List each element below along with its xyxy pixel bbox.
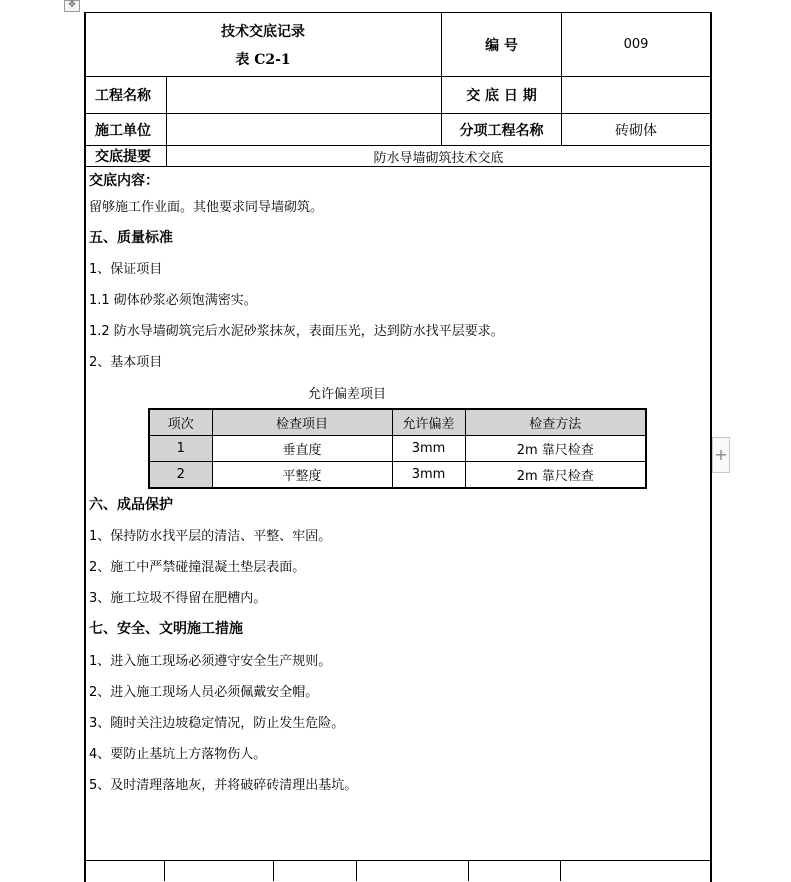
deviation-cell-method[interactable]: 2m 靠尺检查 bbox=[465, 462, 646, 489]
section6-title: 六、成品保护 bbox=[89, 497, 173, 513]
document-title: 技术交底记录 bbox=[221, 23, 305, 40]
signature-divider bbox=[468, 861, 469, 881]
deviation-cell-method[interactable]: 2m 靠尺检查 bbox=[465, 436, 646, 462]
document-title-cell bbox=[85, 13, 442, 77]
deviation-table-header-row bbox=[149, 409, 646, 436]
table-caption: 允许偏差项目 bbox=[307, 387, 386, 402]
plus-icon: + bbox=[714, 445, 728, 464]
section7-title: 七、安全、文明施工措施 bbox=[89, 621, 243, 637]
move-icon: ✥ bbox=[68, 0, 76, 10]
signature-row bbox=[84, 860, 710, 881]
project-name-label: 工程名称 bbox=[85, 77, 167, 114]
number-value[interactable]: 009 bbox=[562, 13, 711, 77]
s5-item1-2: 1.2 防水导墙砌筑完后水泥砂浆抹灰，表面压光，达到防水找平层要求。 bbox=[89, 324, 504, 339]
deviation-header-index: 项次 bbox=[149, 409, 212, 436]
s7-item-4: 4、要防止基坑上方落物伤人。 bbox=[89, 747, 267, 762]
s7-item-1: 1、进入施工现场必须遵守安全生产规则。 bbox=[89, 654, 332, 669]
deviation-header-item: 检查项目 bbox=[212, 409, 392, 436]
subproject-value[interactable]: 砖砌体 bbox=[562, 114, 711, 146]
s5-item1-1: 1.1 砌体砂浆必须饱满密实。 bbox=[89, 293, 257, 308]
date-value[interactable] bbox=[562, 77, 711, 114]
table-row bbox=[149, 462, 646, 489]
deviation-cell-index[interactable]: 2 bbox=[149, 462, 212, 489]
table-move-handle[interactable] bbox=[64, 0, 80, 12]
add-column-handle[interactable] bbox=[712, 437, 730, 473]
intro-line: 留够施工作业面。其他要求同导墙砌筑。 bbox=[89, 200, 324, 215]
constructor-value[interactable] bbox=[167, 114, 442, 146]
deviation-cell-tolerance[interactable]: 3mm bbox=[392, 436, 465, 462]
signature-divider bbox=[356, 861, 357, 881]
signature-divider bbox=[164, 861, 165, 881]
constructor-label: 施工单位 bbox=[85, 114, 167, 146]
deviation-header-method: 检查方法 bbox=[465, 409, 646, 436]
signature-divider bbox=[560, 861, 561, 881]
deviation-cell-index[interactable]: 1 bbox=[149, 436, 212, 462]
s6-item-1: 1、保持防水找平层的清洁、平整、牢固。 bbox=[89, 529, 332, 544]
deviation-header-tolerance: 允许偏差 bbox=[392, 409, 465, 436]
date-label: 交 底 日 期 bbox=[442, 77, 562, 114]
table-row bbox=[149, 436, 646, 462]
summary-value[interactable]: 防水导墙砌筑技术交底 bbox=[167, 146, 711, 167]
summary-label: 交底提要 bbox=[85, 146, 167, 167]
deviation-cell-item[interactable]: 垂直度 bbox=[212, 436, 392, 462]
project-name-value[interactable] bbox=[167, 77, 442, 114]
number-label: 编 号 bbox=[442, 13, 562, 77]
s7-item-5: 5、及时清理落地灰，并将破碎砖清理出基坑。 bbox=[89, 778, 358, 793]
s5-item1: 1、保证项目 bbox=[89, 262, 163, 277]
s6-item-2: 2、施工中严禁碰撞混凝土垫层表面。 bbox=[89, 560, 306, 575]
deviation-cell-tolerance[interactable]: 3mm bbox=[392, 462, 465, 489]
form-code: 表 C2-1 bbox=[235, 51, 291, 68]
intro-label: 交底内容： bbox=[89, 173, 159, 189]
deviation-table bbox=[148, 408, 647, 489]
s7-item-3: 3、随时关注边坡稳定情况，防止发生危险。 bbox=[89, 716, 345, 731]
deviation-cell-item[interactable]: 平整度 bbox=[212, 462, 392, 489]
header-table bbox=[84, 12, 711, 167]
subproject-label: 分项工程名称 bbox=[442, 114, 562, 146]
s6-item-3: 3、施工垃圾不得留在肥槽内。 bbox=[89, 591, 267, 606]
section5-title: 五、质量标准 bbox=[89, 230, 173, 246]
s5-item2: 2、基本项目 bbox=[89, 355, 163, 370]
s7-item-2: 2、进入施工现场人员必须佩戴安全帽。 bbox=[89, 685, 319, 700]
signature-divider bbox=[273, 861, 274, 881]
